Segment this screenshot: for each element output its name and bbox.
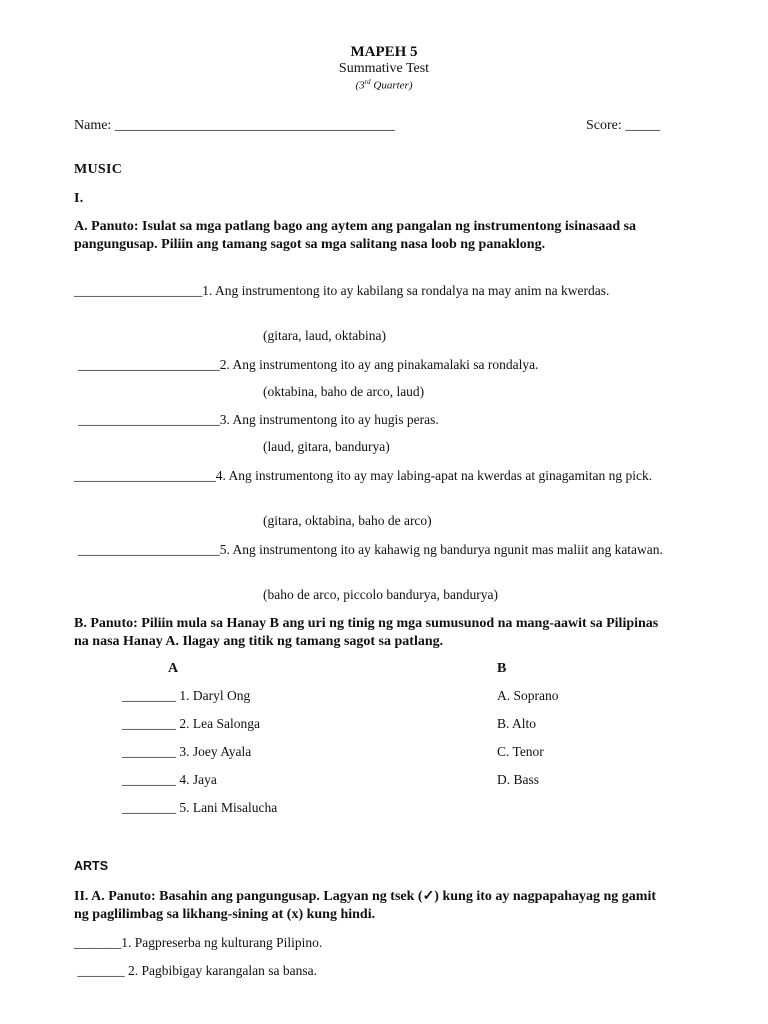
question-text: 1. Ang instrumentong ito ay kabilang sa rondalya na may anim na kwerdas. [202,283,610,298]
voice-type-item: D. Bass [497,772,540,787]
singer-item: ________ 1. Daryl Ong [122,688,251,703]
score-line: _____ [625,118,661,133]
question-choices: (gitara, oktabina, baho de arco) [263,513,432,528]
question-text: 2. Ang instrumentong ito ay ang pinakamalaki sa rondalya. [219,357,539,372]
quarter-label: (3rd Quarter) [355,78,413,92]
question-item [74,541,674,559]
singer-item: ________ 2. Lea Salonga [122,716,260,731]
arts-direction: II. A. Panuto: Basahin ang pangungusap. Lagyan ng tsek (✓) kung ito ay nagpapahayag ng gamit ng paglilimbag sa likhang-sining at (x) kung hindi. [74,889,657,922]
page-subtitle: Summative Test [338,61,430,76]
question-item [78,356,678,374]
question-text: 3. Ang instrumentong ito ay hugis peras. [219,412,439,427]
column-b-header: B [497,661,507,676]
voice-type-item: A. Soprano [497,688,559,703]
direction-b: B. Panuto: Piliin mula sa Hanay B ang uri ng tinig ng mga sumusunod na mang-aawit sa Pilipinas na nasa Hanay A. Ilagay ang titik ng tamang sagot sa patlang. [74,616,659,649]
direction-a: A. Panuto: Isulat sa mga patlang bago ang aytem ang pangalan ng instrumentong isinasaad sa pangungusap. Piliin ang tamang sagot sa mga salitang nasa loob ng panaklong. [74,219,637,252]
arts-item: _______ 2. Pagbibigay karangalan sa bansa. [74,963,317,978]
arts-item: _______1. Pagpreserba ng kulturang Pilipino. [74,935,323,950]
part-one-label: I. [74,191,84,206]
score-label: Score: [586,118,626,133]
question-choices: (laud, gitara, bandurya) [263,439,390,454]
question-item [74,282,674,300]
question-item [74,467,674,485]
name-field [74,118,395,134]
question-choices: (oktabina, baho de arco, laud) [263,384,425,399]
singer-item: ________ 4. Jaya [122,772,217,787]
column-a-header: A [168,661,179,676]
score-field [586,118,660,134]
name-label: Name: [74,118,115,133]
arts-heading: ARTS [74,859,109,873]
voice-type-item: C. Tenor [497,744,544,759]
singer-item: ________ 5. Lani Misalucha [122,800,278,815]
question-text: 5. Ang instrumentong ito ay kahawig ng bandurya ngunit mas maliit ang katawan. [219,542,663,557]
question-text: 4. Ang instrumentong ito ay may labing-apat na kwerdas at ginagamitan ng pick. [215,468,653,483]
name-line: ________________________________________ [114,118,395,133]
question-choices: (baho de arco, piccolo bandurya, bandurya) [263,587,499,602]
singer-item: ________ 3. Joey Ayala [122,744,252,759]
voice-type-item: B. Alto [497,716,537,731]
answer-blank: _____________________ [78,542,220,557]
answer-blank: _____________________ [78,412,220,427]
question-choices: (gitara, laud, oktabina) [263,328,386,343]
music-heading: MUSIC [74,162,123,177]
answer-blank: _____________________ [74,468,216,483]
answer-blank: ___________________ [74,283,203,298]
page-title: MAPEH 5 [350,44,418,60]
question-item [78,411,678,429]
answer-blank: _____________________ [78,357,220,372]
